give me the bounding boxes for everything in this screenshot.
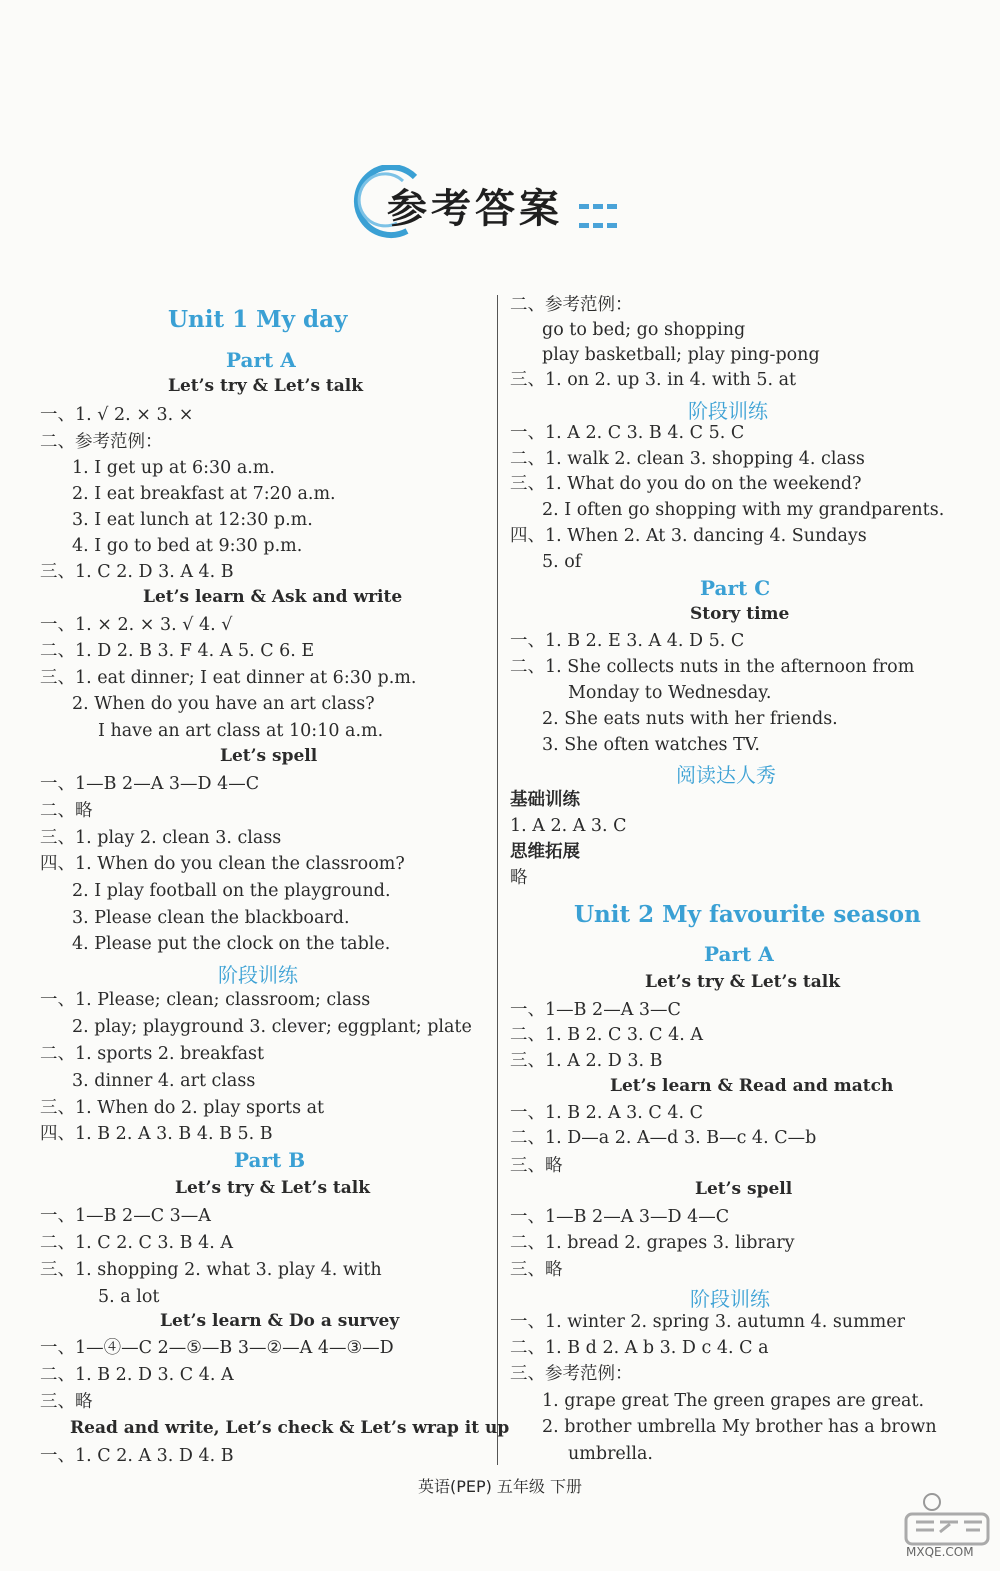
answer-line: 1. A 2. A 3. C [510, 816, 627, 836]
unit-heading: Unit 2 My favourite season [574, 901, 921, 928]
answer-line: 一、1. A 2. C 3. B 4. C 5. C [510, 423, 745, 443]
answer-line: I have an art class at 10:10 a.m. [98, 721, 384, 741]
section-heading: Let’s learn & Do a survey [160, 1311, 400, 1331]
answer-line: 2. I often go shopping with my grandparents. [542, 500, 945, 520]
answer-line: 三、参考范例： [510, 1364, 633, 1384]
answer-line: 四、1. B 2. A 3. B 4. B 5. B [40, 1124, 273, 1144]
answer-line: 二、1. bread 2. grapes 3. library [510, 1233, 795, 1253]
page-title: 参考答案 [387, 186, 563, 232]
section-heading: Let’s try & Let’s talk [175, 1178, 371, 1198]
answer-line: 2. I play football on the playground. [72, 881, 391, 901]
stage-heading: 阶段训练 [218, 963, 298, 987]
answer-line: 二、1. sports 2. breakfast [40, 1044, 265, 1064]
page-footer: 英语(PEP) 五年级 下册 [417, 1477, 583, 1496]
subsection-label: 基础训练 [510, 790, 580, 810]
answer-line: 一、1. √ 2. × 3. × [40, 405, 194, 425]
answer-line: 二、1. D 2. B 3. F 4. A 5. C 6. E [40, 641, 315, 661]
answer-line: 一、1—B 2—A 3—D 4—C [40, 774, 260, 794]
answer-line: 一、1. × 2. × 3. √ 4. √ [40, 615, 233, 635]
answer-line: 二、1. B d 2. A b 3. D c 4. C a [510, 1338, 769, 1358]
stage-heading: 阶段训练 [688, 399, 768, 423]
answer-line: 二、1. walk 2. clean 3. shopping 4. class [510, 449, 865, 469]
banner-dots [577, 197, 619, 235]
answer-line: 3. I eat lunch at 12:30 p.m. [72, 510, 313, 530]
section-heading: Let’s spell [220, 746, 318, 766]
answer-line: play basketball; play ping-pong [542, 345, 820, 365]
answer-line: 二、1. C 2. C 3. B 4. A [40, 1233, 234, 1253]
answer-line: 2. She eats nuts with her friends. [542, 709, 838, 729]
answer-line: 一、1. B 2. A 3. C 4. C [510, 1103, 704, 1123]
answer-line: 3. Please clean the blackboard. [72, 908, 350, 928]
unit-heading: Unit 1 My day [168, 306, 348, 333]
section-heading: Read and write, Let’s check & Let’s wrap it up [70, 1418, 510, 1438]
answer-line: Monday to Wednesday. [568, 683, 772, 703]
answer-line: 三、1. play 2. clean 3. class [40, 828, 282, 848]
answer-line: 一、1—B 2—A 3—C [510, 1000, 681, 1020]
title-banner [345, 165, 645, 260]
part-heading: Part C [700, 576, 771, 600]
answer-line: 1. I get up at 6:30 a.m. [72, 458, 275, 478]
section-heading: Let’s learn & Read and match [610, 1076, 894, 1096]
section-heading: Let’s try & Let’s talk [168, 376, 364, 396]
section-heading: Story time [690, 604, 790, 624]
answer-line: 三、1. What do you do on the weekend? [510, 474, 862, 494]
answer-line: 四、1. When do you clean the classroom? [40, 854, 405, 874]
part-heading: Part A [226, 348, 296, 372]
answer-line: 二、参考范例： [510, 295, 633, 315]
section-heading: Let’s try & Let’s talk [645, 972, 841, 992]
answer-line: 三、1. When do 2. play sports at [40, 1098, 325, 1118]
answer-line: 一、1—B 2—C 3—A [40, 1206, 211, 1226]
stage-heading: 阶段训练 [690, 1287, 770, 1311]
answer-line: 一、1. Please; clean; classroom; class [40, 990, 371, 1010]
subsection-label: 思维拓展 [510, 842, 580, 862]
section-heading: Let’s learn & Ask and write [143, 587, 403, 607]
answer-line: 一、1. B 2. E 3. A 4. D 5. C [510, 631, 745, 651]
answer-line: 略 [510, 868, 528, 888]
section-heading: Let’s spell [695, 1179, 793, 1199]
answer-line: 2. I eat breakfast at 7:20 a.m. [72, 484, 336, 504]
answer-line: go to bed; go shopping [542, 320, 746, 340]
reading-heading: 阅读达人秀 [676, 763, 776, 787]
answer-line: 2. When do you have an art class? [72, 694, 375, 714]
answer-line: 二、1. B 2. D 3. C 4. A [40, 1365, 234, 1385]
answer-line: 三、略 [510, 1156, 563, 1176]
answer-line: 三、1. A 2. D 3. B [510, 1051, 663, 1071]
answer-line: 三、略 [510, 1260, 563, 1280]
answer-line: 一、1—④—C 2—⑤—B 3—②—A 4—③—D [40, 1338, 394, 1358]
answer-line: 三、1. C 2. D 3. A 4. B [40, 562, 234, 582]
answer-line: 三、1. eat dinner; I eat dinner at 6:30 p.m. [40, 668, 417, 688]
answer-line: 4. Please put the clock on the table. [72, 934, 391, 954]
answer-line: 5. of [542, 552, 582, 572]
answer-line: 2. brother umbrella My brother has a brown [542, 1417, 937, 1437]
answer-line: 三、1. shopping 2. what 3. play 4. with [40, 1260, 382, 1280]
answer-line: umbrella. [568, 1444, 653, 1464]
part-heading: Part B [234, 1148, 306, 1172]
answer-line: 3. dinner 4. art class [72, 1071, 256, 1091]
answer-line: 二、略 [40, 801, 93, 821]
answer-line: 4. I go to bed at 9:30 p.m. [72, 536, 303, 556]
part-heading: Part A [704, 942, 774, 966]
answer-line: 2. play; playground 3. clever; eggplant; plate [72, 1017, 472, 1037]
answer-line: 二、1. B 2. C 3. C 4. A [510, 1025, 704, 1045]
watermark-url: MXQE.COM [906, 1545, 974, 1559]
answer-line: 三、略 [40, 1392, 93, 1412]
answer-line: 二、1. D—a 2. A—d 3. B—c 4. C—b [510, 1128, 817, 1148]
answer-line: 1. grape great The green grapes are great. [542, 1391, 925, 1411]
answer-line: 3. She often watches TV. [542, 735, 760, 755]
column-divider [497, 295, 498, 1465]
answer-line: 一、1—B 2—A 3—D 4—C [510, 1207, 730, 1227]
answer-line: 一、1. C 2. A 3. D 4. B [40, 1446, 234, 1466]
answer-line: 三、1. on 2. up 3. in 4. with 5. at [510, 370, 797, 390]
answer-line: 一、1. winter 2. spring 3. autumn 4. summer [510, 1312, 905, 1332]
answer-line: 二、1. She collects nuts in the afternoon from [510, 657, 915, 677]
answer-line: 5. a lot [98, 1287, 160, 1307]
answer-line: 四、1. When 2. At 3. dancing 4. Sundays [510, 526, 867, 546]
answer-line: 二、参考范例： [40, 432, 163, 452]
